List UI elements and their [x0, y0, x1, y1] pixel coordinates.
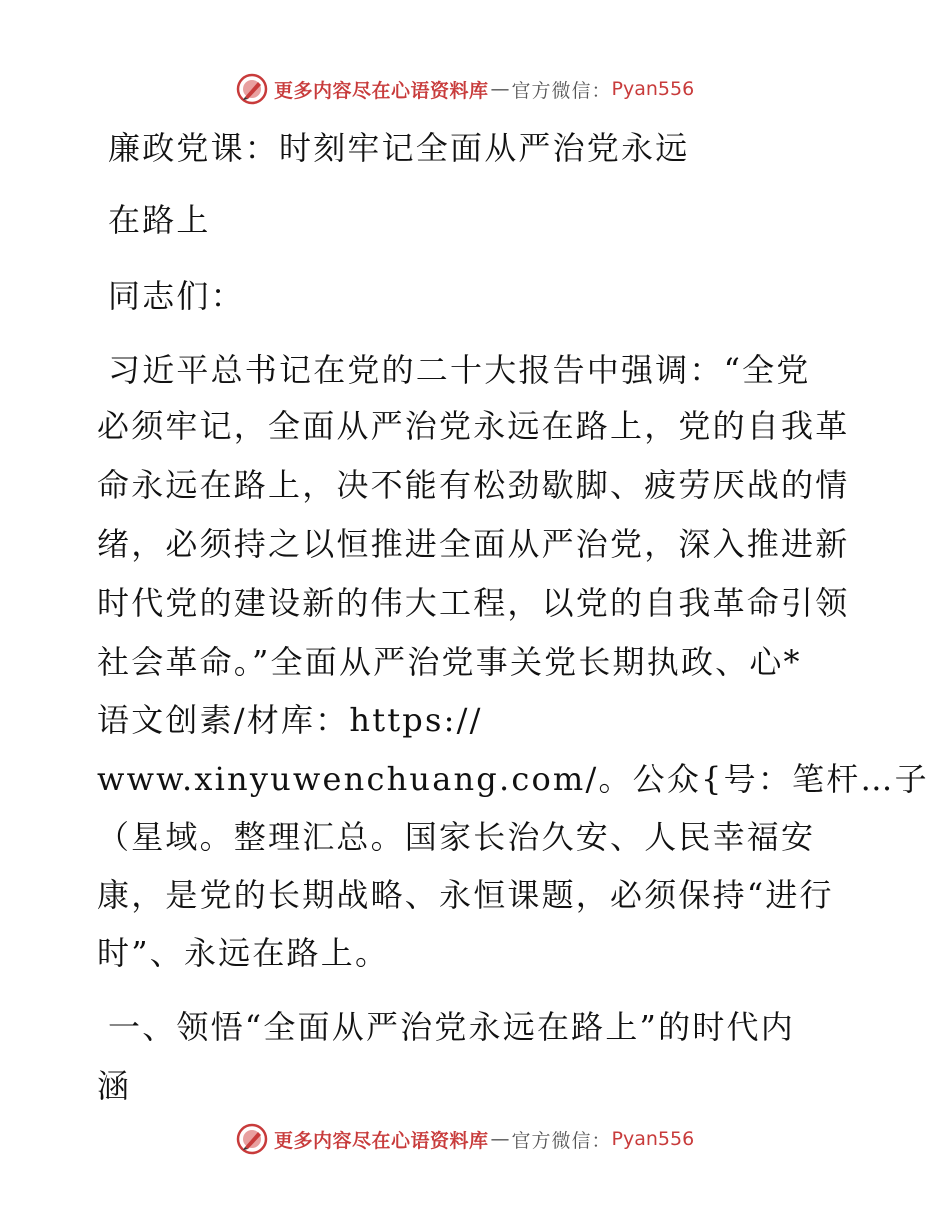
paragraph-line: 绪，必须持之以恒推进全面从严治党，深入推进新: [97, 525, 850, 563]
paragraph-line: 语文创素/材库：https://: [97, 701, 483, 739]
paragraph-line: www.xinyuwenchuang.com/。公众{号：笔杆…子: [97, 760, 929, 798]
greeting: 同志们：: [108, 277, 245, 315]
banner-separator: —: [490, 78, 510, 100]
paragraph-line: 习近平总书记在党的二十大报告中强调：“全党: [108, 351, 811, 389]
paragraph-line: 命永远在路上，决不能有松劲歇脚、疲劳厌战的情: [97, 466, 850, 504]
pen-logo-icon: [236, 1123, 268, 1155]
banner-wechat-id: Pyan556: [611, 1128, 695, 1150]
banner-wechat-id: Pyan556: [611, 78, 695, 100]
banner-wechat-label: 官方微信：: [511, 1129, 612, 1152]
section-heading-line-1: 一、领悟“全面从严治党永远在路上”的时代内: [108, 1008, 795, 1046]
banner-separator: —: [490, 1128, 510, 1150]
paragraph-line: 康，是党的长期战略、永恒课题，必须保持“进行: [97, 876, 834, 914]
banner-site-text: 更多内容尽在心语资料库: [274, 1129, 489, 1152]
footer-banner: [236, 1122, 694, 1156]
title-line-1: 廉政党课：时刻牢记全面从严治党永远: [108, 129, 690, 167]
paragraph-line: 社会革命。”全面从严治党事关党长期执政、心*: [97, 643, 802, 681]
banner-wechat-label: 官方微信：: [511, 79, 612, 102]
paragraph-line: （星域。整理汇总。国家长治久安、人民幸福安: [97, 818, 816, 856]
paragraph-line: 必须牢记，全面从严治党永远在路上，党的自我革: [97, 407, 850, 445]
pen-logo-icon: [236, 73, 268, 105]
title-line-2: 在路上: [108, 201, 211, 239]
paragraph-line: 时”、永远在路上。: [97, 934, 390, 972]
banner-site-text: 更多内容尽在心语资料库: [274, 79, 489, 102]
header-banner: [236, 72, 694, 106]
paragraph-line: 时代党的建设新的伟大工程，以党的自我革命引领: [97, 584, 850, 622]
section-heading-line-2: 涵: [97, 1067, 132, 1105]
